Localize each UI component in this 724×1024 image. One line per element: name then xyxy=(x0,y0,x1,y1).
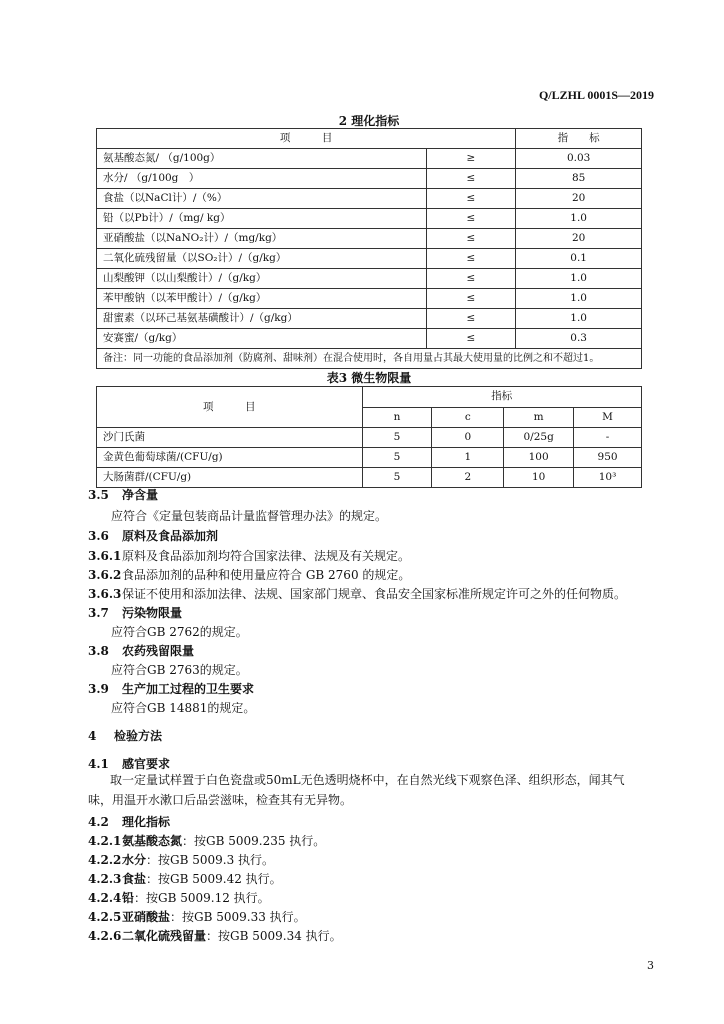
row-op: ≥ xyxy=(426,149,516,169)
row-name: 铅（以Pb计）/（mg/ kg） xyxy=(97,209,427,229)
header-index: 指标 xyxy=(362,387,641,408)
row-M: - xyxy=(574,428,642,448)
section-3-5-text: 应符合《定量包装商品计量监督管理办法》的规定。 xyxy=(111,509,388,523)
section-3-9-text: 应符合GB 14881的规定。 xyxy=(111,701,256,715)
row-n: 5 xyxy=(362,428,432,448)
section-3-7: 3.7 污染物限量 xyxy=(88,606,183,620)
row-value: 20 xyxy=(516,229,642,249)
section-3-6-1: 3.6.1原料及食品添加剂均符合国家法律、法规及有关规定。 xyxy=(88,549,411,563)
row-op: ≤ xyxy=(426,309,516,329)
row-op: ≤ xyxy=(426,229,516,249)
table-row xyxy=(97,289,642,309)
row-n: 5 xyxy=(362,448,432,468)
page-number: 3 xyxy=(647,959,654,972)
section-3-8-text: 应符合GB 2763的规定。 xyxy=(111,663,248,677)
row-name: 食盐（以NaCl计）/（%） xyxy=(97,189,427,209)
section-4-2-5: 4.2.5亚硝酸盐：按GB 5009.33 执行。 xyxy=(88,910,306,924)
row-op: ≤ xyxy=(426,249,516,269)
section-3-9: 3.9 生产加工过程的卫生要求 xyxy=(88,682,255,696)
row-op: ≤ xyxy=(426,269,516,289)
row-value: 20 xyxy=(516,189,642,209)
row-name: 山梨酸钾（以山梨酸计）/（g/kg） xyxy=(97,269,427,289)
micro-table xyxy=(96,386,642,488)
table-row xyxy=(97,249,642,269)
row-m: 100 xyxy=(504,448,574,468)
row-n: 5 xyxy=(362,468,432,488)
row-c: 0 xyxy=(432,428,504,448)
table-header-row xyxy=(97,387,642,408)
table-row xyxy=(97,309,642,329)
row-value: 1.0 xyxy=(516,269,642,289)
header-value: 指 标 xyxy=(516,129,642,149)
table-row xyxy=(97,468,642,488)
section-4-2-1: 4.2.1氨基酸态氮：按GB 5009.235 执行。 xyxy=(88,834,326,848)
section-4-2-6: 4.2.6二氧化硫残留量：按GB 5009.34 执行。 xyxy=(88,929,342,943)
table-row xyxy=(97,269,642,289)
row-name: 甜蜜素（以环己基氨基磺酸计）/（g/kg） xyxy=(97,309,427,329)
row-name: 亚硝酸盐（以NaNO₂计）/（mg/kg） xyxy=(97,229,427,249)
row-value: 1.0 xyxy=(516,209,642,229)
row-value: 0.03 xyxy=(516,149,642,169)
section-4: 4 检验方法 xyxy=(88,729,163,743)
row-name: 水分/ （g/100g ） xyxy=(97,169,427,189)
row-op: ≤ xyxy=(426,169,516,189)
header-item: 项 目 xyxy=(97,387,363,428)
row-op: ≤ xyxy=(426,189,516,209)
table-header-row xyxy=(97,129,642,149)
section-3-7-text: 应符合GB 2762的规定。 xyxy=(111,625,248,639)
table-row xyxy=(97,229,642,249)
row-value: 85 xyxy=(516,169,642,189)
row-value: 0.1 xyxy=(516,249,642,269)
table-note: 备注：同一功能的食品添加剂（防腐剂、甜味剂）在混合使用时，各自用量占其最大使用量的比例之和不超过1。 xyxy=(97,349,642,369)
table-note-row xyxy=(97,349,642,369)
section-4-1-text: 取一定量试样置于白色瓷盘或50mL无色透明烧杯中，在自然光线下观察色泽、组织形态，闻其气味，用温开水漱口后品尝滋味，检查其有无异物。 xyxy=(88,773,625,807)
table-row xyxy=(97,428,642,448)
row-op: ≤ xyxy=(426,329,516,349)
header-M: M xyxy=(574,407,642,428)
row-M: 950 xyxy=(574,448,642,468)
row-value: 1.0 xyxy=(516,309,642,329)
row-name: 金黄色葡萄球菌/(CFU/g) xyxy=(97,448,363,468)
header-c: c xyxy=(432,407,504,428)
row-m: 10 xyxy=(504,468,574,488)
row-name: 氨基酸态氮/ （g/100g） xyxy=(97,149,427,169)
table3-caption: 表3 微生物限量 xyxy=(326,371,412,385)
row-op: ≤ xyxy=(426,209,516,229)
section-4-2-2: 4.2.2水分：按GB 5009.3 执行。 xyxy=(88,853,275,867)
row-name: 沙门氏菌 xyxy=(97,428,363,448)
row-c: 1 xyxy=(432,448,504,468)
table-row xyxy=(97,189,642,209)
table-row xyxy=(97,169,642,189)
table-row xyxy=(97,329,642,349)
section-4-1: 4.1 感官要求 xyxy=(88,757,171,771)
table-row xyxy=(97,448,642,468)
standard-code: Q/LZHL 0001S—2019 xyxy=(538,88,654,102)
row-M: 10³ xyxy=(574,468,642,488)
section-3-5: 3.5 净含量 xyxy=(88,488,159,502)
row-value: 1.0 xyxy=(516,289,642,309)
physchem-table xyxy=(96,128,642,369)
table-row xyxy=(97,149,642,169)
section-3-8: 3.8 农药残留限量 xyxy=(88,644,195,658)
row-name: 苯甲酸钠（以苯甲酸计）/（g/kg） xyxy=(97,289,427,309)
row-value: 0.3 xyxy=(516,329,642,349)
section-3-6-3: 3.6.3保证不使用和添加法律、法规、国家部门规章、食品安全国家标准所规定许可之外的任何物质。 xyxy=(88,587,627,601)
row-op: ≤ xyxy=(426,289,516,309)
header-item: 项 目 xyxy=(97,129,516,149)
row-m: 0/25g xyxy=(504,428,574,448)
section-4-2-4: 4.2.4铅：按GB 5009.12 执行。 xyxy=(88,891,270,905)
section-4-2: 4.2 理化指标 xyxy=(88,815,171,829)
header-m: m xyxy=(504,407,574,428)
section-3-6: 3.6 原料及食品添加剂 xyxy=(88,529,219,543)
row-name: 安赛蜜/（g/kg） xyxy=(97,329,427,349)
row-name: 大肠菌群/(CFU/g) xyxy=(97,468,363,488)
header-n: n xyxy=(362,407,432,428)
table-row xyxy=(97,209,642,229)
row-c: 2 xyxy=(432,468,504,488)
table2-caption: 2 理化指标 xyxy=(338,114,400,128)
row-name: 二氧化硫残留量（以SO₂计）/（g/kg） xyxy=(97,249,427,269)
section-4-2-3: 4.2.3食盐：按GB 5009.42 执行。 xyxy=(88,872,282,886)
section-3-6-2: 3.6.2食品添加剂的品种和使用量应符合 GB 2760 的规定。 xyxy=(88,568,411,582)
